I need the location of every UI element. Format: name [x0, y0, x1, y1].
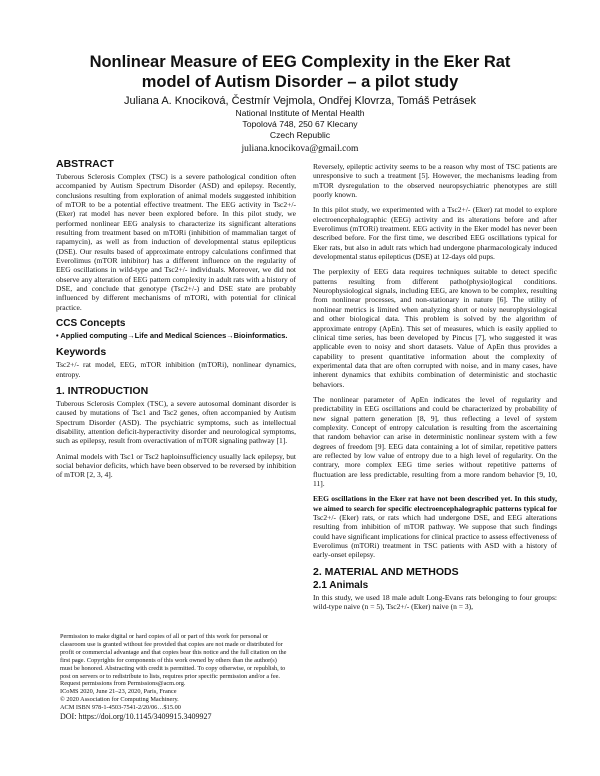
right-paragraph-6: In this study, we used 18 male adult Long-Evans rats belonging to four groups: wild-type naive (n = 5), Tsc2+/- (Eker) naive (n = 3), — [313, 592, 557, 612]
intro-paragraph-1: Tuberous Sclerosis Complex (TSC), a severe autosomal dominant disorder is caused by mutations of Tsc1 and Tsc2 genes, often accompanied by Autism Spectrum Disorder (ASD). The psychiatric symptoms, such as intellectual disability, attention deficit-hyperactivity disorder and neurological symptoms, such as epilepsy, result from overactivation of mTOR signaling pathway [1]. — [56, 398, 296, 446]
paper-header — [40, 52, 560, 155]
permission-text: Permission to make digital or hard copies of all or part of this work for personal or classroom use is granted without fee provided that copies are not made or distributed for profit or commercial advantage and that copies bear this notice and the full citation on the first page. Copyrights for components of this work owned by others than the author(s) must be honored. Abstracting with credit is permitted. To copy otherwise, or republish, to post on servers or to redistribute to lists, requires prior specific permission and/or a fee. Request permissions from Permissions@acm.org. — [60, 633, 287, 688]
keywords-text: Tsc2+/- rat model, EEG, mTOR inhibition (mTORi), nonlinear dynamics, entropy. — [56, 360, 296, 379]
permission-block — [60, 633, 290, 722]
conference-line: ICoMS 2020, June 21–23, 2020, Paris, France — [60, 688, 177, 696]
methods-heading: 2. MATERIAL AND METHODS — [313, 565, 459, 578]
title-line-2: model of Autism Disorder – a pilot study — [141, 73, 459, 91]
left-column — [56, 158, 296, 486]
isbn-line: ACM ISBN 978-1-4503-7541-2/20/06…$15.00 — [60, 704, 181, 712]
title-line-1: Nonlinear Measure of EEG Complexity in the Eker Rat — [89, 53, 511, 71]
affiliation-1: National Institute of Mental Health — [235, 108, 365, 118]
paper-title — [40, 52, 560, 92]
ccs-heading: CCS Concepts — [56, 318, 126, 330]
authors: Juliana A. Knociková, Čestmír Vejmola, Ondřej Klovrza, Tomáš Petrásek — [124, 95, 476, 107]
right-column — [313, 162, 557, 617]
doi-link[interactable]: DOI: https://doi.org/10.1145/3409915.3409927 — [60, 712, 212, 722]
right-paragraph-2: In this pilot study, we experimented with a Tsc2+/- (Eker) rat model to explore electroencephalographic (EEG) activity and its alterations before and after Everolimus (mTORi) treatment. EEG activity in the Eker model has never been described before. For the first time, we described EEG oscillations typical for Eker rats, but also in adult rats which had undergone pharmacologicaly induced developmental status epilepticus (DSE) at 12-days old pups. — [313, 205, 557, 262]
affiliation-3: Czech Republic — [269, 130, 331, 140]
right-paragraph-4: The nonlinear parameter of ApEn indicates the level of regularity and predictability in EEG oscillations and could be characterized by probability of new signal pattern generation [8, 9], thus reflecting a level of system complexity. Concept of entropy calculation is resulting from the ascertaining that random behavior can arise in deterministic nonlinear system with a few degrees of freedom [9]. EEG data containing a lot of similar, repetitive patters are reflected by low value of entropy due to a high level of regularity. On the contrary, more complex EEG time series without repetitive patterns of fluctuation are less predictable, resulting from a more random behavior [9, 10, 11]. — [313, 394, 557, 488]
aim-text: Tsc2+/- (Eker) rats, or rats which had undergone DSE, and EEG alterations resulting from inhibition of mTOR pathway. We suppose that such findings could have significant implications for clinical practice to assess effectiveness of Everolimus (mTORi) treatment in TSC patients with ASD with a history of early-onset epilepsy. — [313, 513, 557, 560]
right-paragraph-3: The perplexity of EEG data requires techniques suitable to detect specific patterns resulting from different patho(physio)logical conditions. Neurophysiological signals, including EEG, are known to be complex, resulting from nonlinear processes, and non-stationary in nature [6]. The utility of nonlinear metrics is limited when analyzing short or noisy neurophysiological and other biological data. This problem is solved by the algorithm of approximate entropy (ApEn). This set of measures, which is easily applied to clinical time series, has been developed by Pincus [7], who suggested it was applicable even to noisy and short datasets. Value of ApEn thus provides a capability to present quantitative information about the complexity of experimental data that are often corrupted with noise, and in many cases, have inherent dynamics that exhibits combination of deterministic and stochastic behaviors. — [313, 267, 557, 389]
right-paragraph-5 — [313, 494, 557, 559]
copyright-line: © 2020 Association for Computing Machinery. — [60, 696, 179, 704]
introduction-heading: 1. INTRODUCTION — [56, 384, 149, 397]
abstract-heading: ABSTRACT — [56, 158, 114, 170]
keywords-heading: Keywords — [56, 346, 107, 359]
affiliation-2: Topolová 748, 250 67 Klecany — [242, 119, 358, 129]
right-paragraph-1: Reversely, epileptic activity seems to be a reason why most of TSC patients are unresponsive to such a treatment [5]. However, the mechanisms leading from mTOR dysregulation to the observed neuropsychiatric phenotypes are still poorly known. — [313, 162, 557, 200]
intro-paragraph-2: Animal models with Tsc1 or Tsc2 haploinsufficiency usually lack epilepsy, but social behavior deficits, which have been observed to be reversed by inhibition of mTOR [2, 3, 4]. — [56, 451, 296, 480]
author-email[interactable]: juliana.knocikova@gmail.com — [241, 144, 359, 154]
animals-heading: 2.1 Animals — [313, 579, 369, 591]
ccs-text: • Applied computing→Life and Medical Sciences→Bioinformatics. — [56, 331, 288, 341]
aim-bold-text: EEG oscillations in the Eker rat have not been described yet. In this study, we aimed to search for specific electroencephalographic patterns typical for — [313, 494, 557, 513]
abstract-text: Tuberous Sclerosis Complex (TSC) is a severe pathological condition often accompanied by Autism Spectrum Disorder (ASD) and epilepsy. Recently, conclusions resulting from exploration of animal models suggested inhibition of mTOR to be a potential effective treatment. The EEG activity in Tsc2+/-(Eker) rat model has never been explored before. In this pilot study, we performed nonlinear EEG analysis to characterize its significant alterations resulting from treatment based on mTORi (inhibition of mammalian target of rapamycin), as well as from induction of developmental status epilepticus (DSE). Our results based of approximate entropy calculations confirmed that Everolimus (mTOR inhibitor) has a different influence on the regularity of EEG oscillations in wild-type and Tsc2+/- individuals. Moreover, we did not observe any alteration of EEG pattern complexity in adult rats with a history of DSE, and conclude that genotype (Tsc2+/-) and DSE state are probably influenced by different mechanisms of mTORi, with potential for clinical practice. — [56, 172, 296, 312]
